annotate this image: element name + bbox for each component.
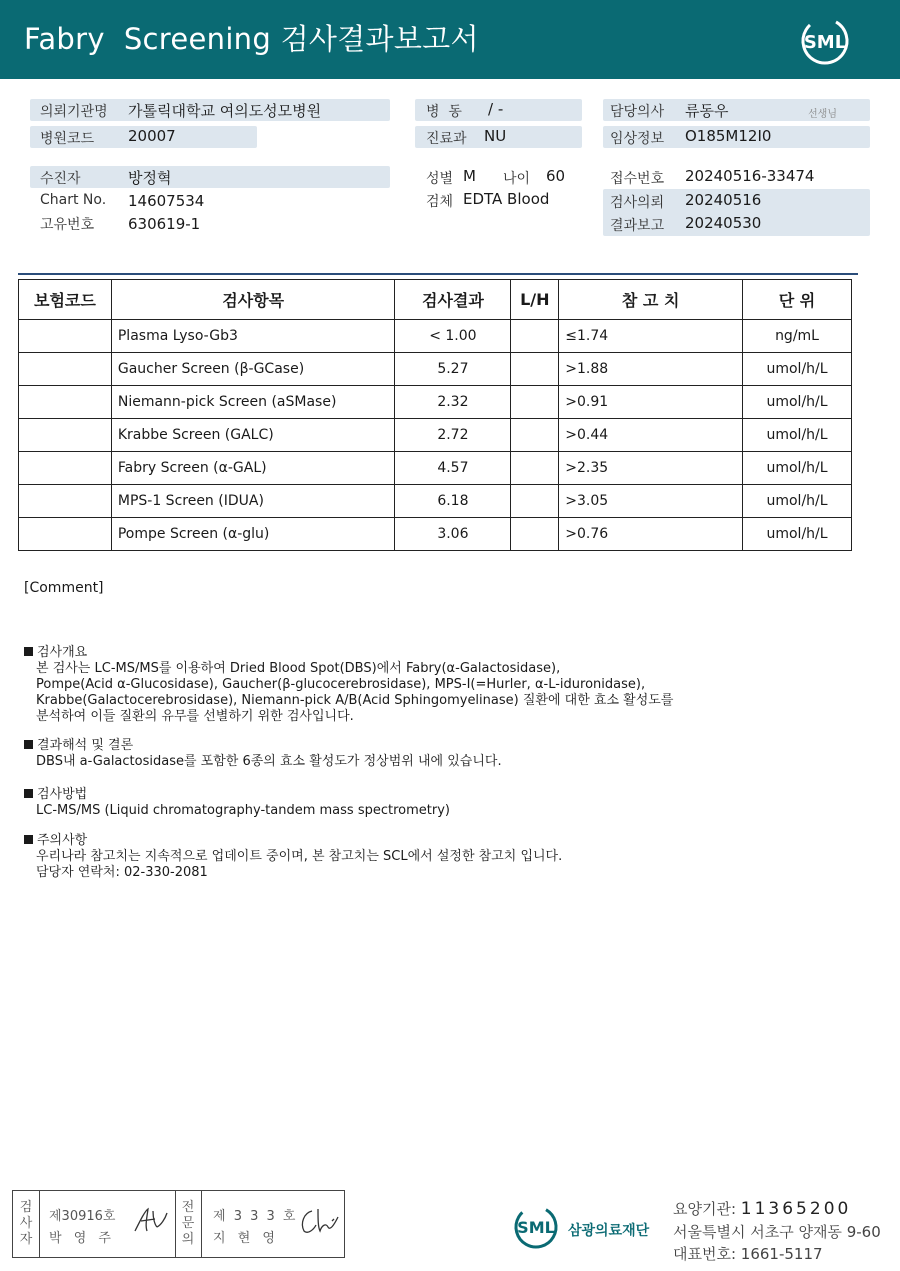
doctor-value: 류동우	[685, 102, 729, 120]
table-row	[19, 419, 852, 452]
receipt-no-label: 접수번호	[610, 171, 665, 187]
result-cell: 4.57	[395, 452, 511, 485]
table-header-row	[19, 280, 852, 320]
examiner-number: 제30916호	[49, 1209, 116, 1224]
clinical-info-value: O185M12I0	[685, 127, 772, 145]
insurance-code-cell	[19, 485, 112, 518]
doctor-suffix: 선생님	[808, 109, 837, 120]
test-item-cell: Pompe Screen (α-glu)	[111, 518, 395, 551]
lh-flag-cell	[511, 485, 559, 518]
unit-cell: umol/h/L	[743, 353, 852, 386]
chart-no-label: Chart No.	[40, 192, 107, 208]
table-row	[19, 353, 852, 386]
result-cell: 5.27	[395, 353, 511, 386]
square-bullet-icon	[24, 789, 33, 798]
sml-foundation-logo-icon	[510, 1201, 562, 1253]
sex-label: 성별	[426, 171, 454, 187]
organization-phone: 대표번호: 1661-5117	[673, 1245, 823, 1263]
result-cell: < 1.00	[395, 320, 511, 353]
column-header: 검사결과	[395, 280, 511, 320]
receipt-no-value: 20240516-33474	[685, 167, 815, 185]
result-cell: 2.72	[395, 419, 511, 452]
signature-box	[12, 1190, 345, 1258]
result-cell: 2.32	[395, 386, 511, 419]
insurance-code-cell	[19, 419, 112, 452]
specialist-number: 제 3 3 3 호	[213, 1209, 298, 1224]
column-header: 참 고 치	[559, 280, 743, 320]
patient-value: 방정혁	[128, 169, 172, 187]
insurance-code-cell	[19, 353, 112, 386]
result-cell: 6.18	[395, 485, 511, 518]
lh-flag-cell	[511, 419, 559, 452]
reference-cell: ≤1.74	[559, 320, 743, 353]
test-item-cell: Fabry Screen (α-GAL)	[111, 452, 395, 485]
unique-no-value: 630619-1	[128, 215, 201, 233]
comment-section	[24, 645, 673, 725]
comment-section-body: 우리나라 참고치는 지속적으로 업데이트 중이며, 본 참고치는 SCL에서 설정한 참고치 입니다. 담당자 연락처: 02-330-2081	[36, 849, 563, 880]
results-table	[18, 279, 852, 551]
column-header: 검사항목	[111, 280, 395, 320]
reference-cell: >1.88	[559, 353, 743, 386]
hospital-code-value: 20007	[128, 127, 176, 145]
insurance-code-cell	[19, 452, 112, 485]
table-row	[19, 518, 852, 551]
comment-section-title: 결과해석 및 결론	[24, 738, 502, 754]
comment-section-title: 주의사항	[24, 833, 562, 849]
ward-value: / -	[488, 100, 504, 118]
report-date-value: 20240530	[685, 214, 762, 232]
report-header	[0, 0, 900, 79]
reference-cell: >0.76	[559, 518, 743, 551]
column-header: 단 위	[743, 280, 852, 320]
reference-cell: >0.91	[559, 386, 743, 419]
request-date-value: 20240516	[685, 191, 762, 209]
examiner-label: 검 사 자	[19, 1200, 33, 1247]
lh-flag-cell	[511, 320, 559, 353]
square-bullet-icon	[24, 740, 33, 749]
unit-cell: umol/h/L	[743, 452, 852, 485]
age-value: 60	[546, 167, 566, 185]
reference-cell: >0.44	[559, 419, 743, 452]
specimen-value: EDTA Blood	[463, 190, 550, 208]
examiner-name: 박 영 주	[49, 1231, 115, 1246]
clinical-info-label: 임상정보	[610, 131, 665, 147]
request-date-label: 검사의뢰	[610, 195, 665, 211]
sml-logo-icon	[796, 13, 854, 69]
insurance-code-cell	[19, 386, 112, 419]
comment-section-body: DBS내 a-Galactosidase를 포함한 6종의 효소 활성도가 정상범위 내에 있습니다.	[36, 754, 502, 769]
insurance-code-cell	[19, 320, 112, 353]
logo-text: SML	[517, 1218, 555, 1237]
specialist-name: 지 현 영	[213, 1231, 279, 1246]
department-value: NU	[484, 127, 507, 145]
square-bullet-icon	[24, 835, 33, 844]
test-item-cell: Krabbe Screen (GALC)	[111, 419, 395, 452]
report-title: Fabry Screening 검사결과보고서	[24, 22, 479, 56]
test-item-cell: Gaucher Screen (β-GCase)	[111, 353, 395, 386]
info-bar	[30, 166, 390, 188]
age-label: 나이	[503, 171, 531, 187]
patient-label: 수진자	[40, 171, 81, 187]
test-item-cell: Plasma Lyso-Gb3	[111, 320, 395, 353]
comment-section-title: 검사개요	[24, 645, 673, 661]
table-row	[19, 452, 852, 485]
reference-cell: >3.05	[559, 485, 743, 518]
hospital-code-label: 병원코드	[40, 131, 95, 147]
comment-section-body: LC-MS/MS (Liquid chromatography-tandem mass spectrometry)	[36, 803, 450, 818]
unit-cell: ng/mL	[743, 320, 852, 353]
institution-value: 가톨릭대학교 여의도성모병원	[128, 102, 322, 120]
square-bullet-icon	[24, 647, 33, 656]
logo-text: SML	[803, 32, 847, 53]
sex-value: M	[463, 167, 476, 185]
unit-cell: umol/h/L	[743, 386, 852, 419]
result-cell: 3.06	[395, 518, 511, 551]
lh-flag-cell	[511, 386, 559, 419]
report-date-label: 결과보고	[610, 218, 665, 234]
doctor-label: 담당의사	[610, 104, 665, 120]
test-item-cell: Niemann-pick Screen (aSMase)	[111, 386, 395, 419]
examiner-signature-icon	[131, 1205, 171, 1235]
test-item-cell: MPS-1 Screen (IDUA)	[111, 485, 395, 518]
comment-section-title: 검사방법	[24, 787, 450, 803]
institution-code: 요양기관: 11365200	[673, 1199, 852, 1219]
institution-label: 의뢰기관명	[40, 104, 108, 120]
comment-section	[24, 833, 562, 881]
organization-name: 삼광의료재단	[568, 1223, 650, 1239]
unit-cell: umol/h/L	[743, 518, 852, 551]
lh-flag-cell	[511, 452, 559, 485]
comment-section	[24, 738, 502, 770]
organization-address: 서울특별시 서초구 양재동 9-60	[673, 1223, 881, 1241]
comment-section	[24, 787, 450, 819]
lh-flag-cell	[511, 518, 559, 551]
specimen-label: 검체	[426, 194, 454, 210]
unit-cell: umol/h/L	[743, 485, 852, 518]
column-header: L/H	[511, 280, 559, 320]
department-label: 진료과	[426, 131, 467, 147]
lh-flag-cell	[511, 353, 559, 386]
comment-section-body: 본 검사는 LC-MS/MS를 이용하여 Dried Blood Spot(DBS)에서 Fabry(α-Galactosidase), Pompe(Acid α-Glucosidase), Gaucher(β-glucocerebrosidase), MPS-I(=Hurler, α-L-iduronidase), Krabbe(Galactocerebrosidase), Niemann-pick A/B(Acid Sphingomyelinase) 질환에 대한 효소 활성도를 분석하여 이들 질환의 유무를 선별하기 위한 검사입니다.	[36, 661, 674, 724]
unique-no-label: 고유번호	[40, 217, 95, 233]
reference-cell: >2.35	[559, 452, 743, 485]
insurance-code-cell	[19, 518, 112, 551]
unit-cell: umol/h/L	[743, 419, 852, 452]
table-row	[19, 485, 852, 518]
column-header: 보험코드	[19, 280, 112, 320]
chart-no-value: 14607534	[128, 192, 205, 210]
specialist-signature-icon	[298, 1205, 342, 1237]
table-row	[19, 320, 852, 353]
ward-label: 병 동	[426, 104, 462, 120]
table-row	[19, 386, 852, 419]
section-divider	[18, 273, 858, 275]
comment-label: [Comment]	[24, 580, 104, 596]
specialist-label: 전 문 의	[181, 1200, 195, 1247]
